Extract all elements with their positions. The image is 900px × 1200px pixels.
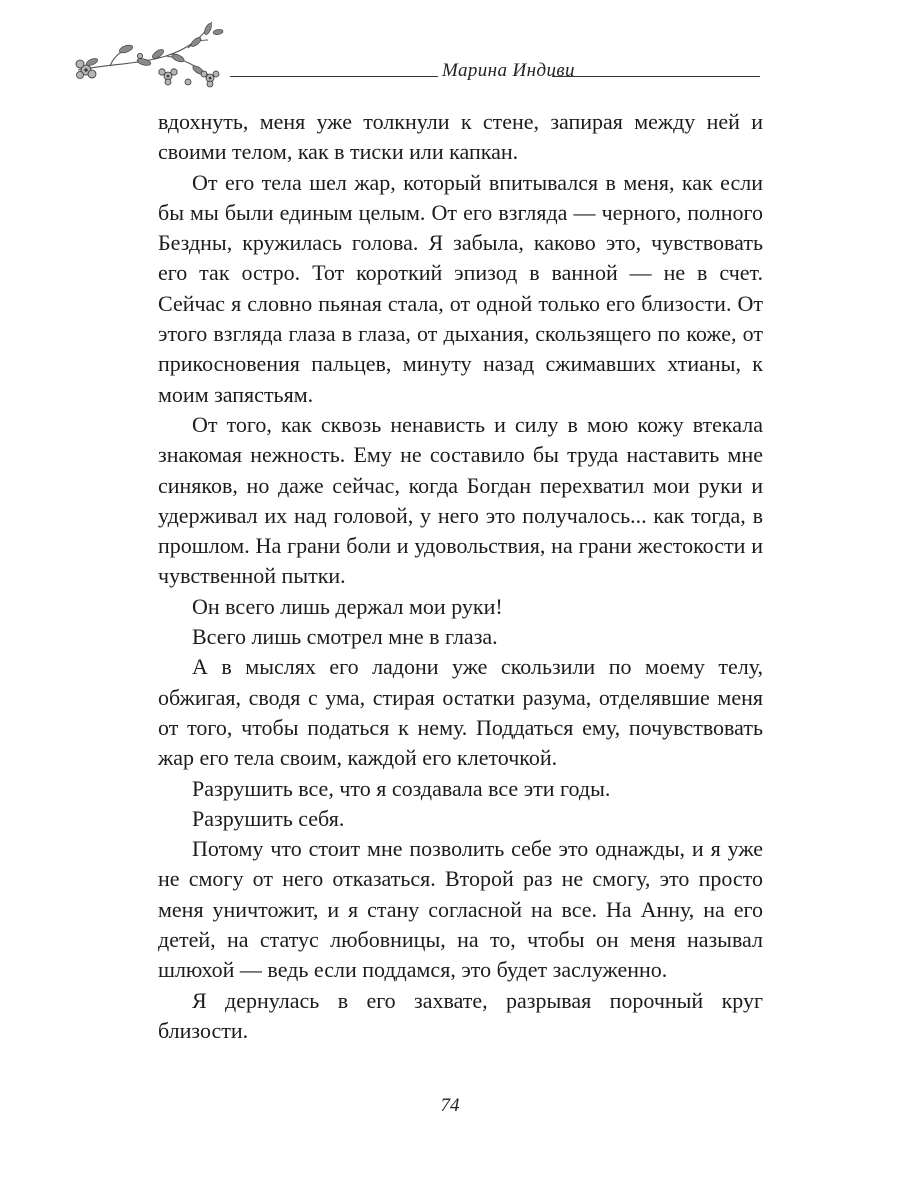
paragraph: От того, как сквозь ненависть и силу в мою кожу втекала знакомая нежность. Ему не составило бы труда наставить мне синяков, но даже сейчас, когда Богдан перехватил мои руки и удерживал их над головой, у него это получалось... как тогда, в прошлом. На грани боли и удовольствия, на грани жестокости и чувственной пытки. — [158, 411, 763, 589]
running-header — [70, 12, 770, 102]
floral-vine-icon — [70, 12, 250, 102]
header-rule-right — [552, 76, 760, 77]
paragraph: Всего лишь смотрел мне в глаза. — [192, 624, 498, 650]
body-text — [158, 107, 763, 1046]
paragraph: От его тела шел жар, который впитывался в меня, как если бы мы были единым целым. От его взгляда — черного, полного Бездны, кружилась голова. Я забыла, каково это, чувствовать его так остро. Тот короткий эпизод в ванной — не в счет. Сейчас я словно пьяная стала, от одной только его близости. От этого взгляда глаза в глаза, от дыхания, скользящего по коже, от прикосновения пальцев, минуту назад сжимавших хтианы, к моим запястьям. — [158, 169, 763, 407]
author-name: Марина Индиви — [442, 60, 575, 81]
paragraph: Потому что стоит мне позволить себе это однажды, и я уже не смогу от него отказаться. Второй раз не смогу, это просто меня уничтожит, и я стану согласной на все. На Анну, на его детей, на статус любовницы, на то, чтобы он меня называл шлюхой — ведь если поддамся, это будет заслуженно. — [158, 836, 763, 983]
paragraph: вдохнуть, меня уже толкнули к стене, запирая между ней и своими телом, как в тиски или капкан. — [158, 109, 763, 165]
page-number: 74 — [440, 1095, 460, 1116]
paragraph: А в мыслях его ладони уже скользили по моему телу, обжигая, сводя с ума, стирая остатки разума, отделявшие меня от того, чтобы податься к нему. Поддаться ему, почувствовать жар его тела своим, каждой его клеточкой. — [158, 654, 763, 771]
header-rule-left — [230, 76, 438, 77]
paragraph: Разрушить все, что я создавала все эти годы. — [192, 775, 611, 801]
paragraph: Он всего лишь держал мои руки! — [192, 593, 503, 619]
paragraph: Я дернулась в его захвате, разрывая порочный круг близости. — [158, 987, 763, 1043]
paragraph: Разрушить себя. — [192, 805, 345, 831]
